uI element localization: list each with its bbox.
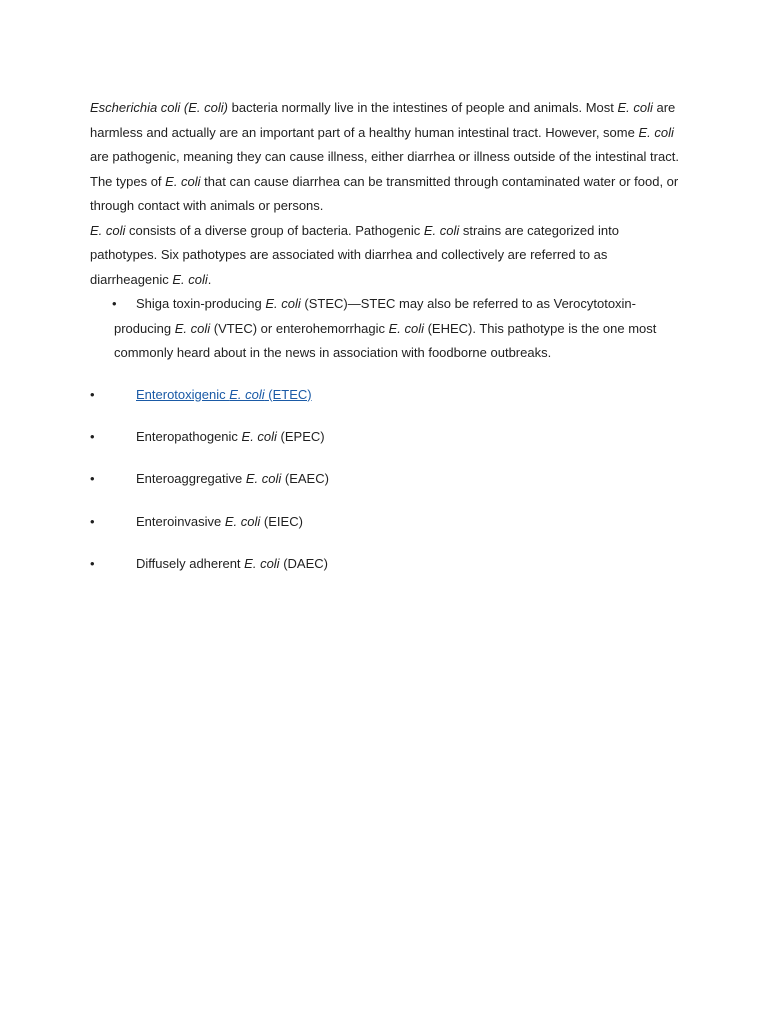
scientific-name: E. coli [90, 222, 126, 238]
text-run: (EPEC) [276, 428, 325, 444]
bullet-icon: • [90, 386, 95, 402]
bullet-icon: • [90, 556, 95, 572]
text-run: (VTEC) or enterohemorrhagic [210, 320, 389, 336]
pathotype-list [90, 292, 688, 577]
document-body [90, 96, 688, 594]
intro-paragraph [90, 96, 688, 219]
text-run: are harmless and actually are an important part of a healthy human intestinal tract. However, some [90, 100, 676, 140]
text-run: (EIEC) [260, 513, 303, 529]
bullet-icon: • [90, 513, 95, 529]
scientific-name: E. coli [172, 271, 208, 287]
scientific-name: E. coli [638, 124, 674, 140]
text-run: bacteria normally live in the intestines of people and animals. Most [228, 100, 618, 115]
text-run: Diffusely adherent [136, 556, 245, 572]
bullet-icon: • [112, 296, 117, 311]
text-run: (STEC)—STEC may also be referred to as Verocytotoxin-producing [114, 296, 636, 336]
text-run: are pathogenic, meaning they can cause illness, either diarrhea or illness outside of the intestinal tract. The types of [90, 149, 679, 189]
link-text: Enterotoxigenic [136, 386, 230, 402]
list-item-stec [90, 292, 688, 366]
scientific-name: E. coli [245, 471, 282, 487]
text-run: (EHEC). This pathotype is the one most commonly heard about in the news in association with foodborne outbreaks. [114, 320, 657, 360]
scientific-name: E. coli [165, 173, 201, 189]
scientific-name: E. coli [265, 296, 301, 311]
scientific-name: E. coli [241, 428, 277, 444]
text-run: strains are categorized into pathotypes. Six pathotypes are associated with diarrhea and collectively are referred to as diarrheagenic [90, 222, 619, 287]
scientific-name: E. coli [174, 320, 211, 336]
text-run: (EAEC) [281, 471, 329, 487]
link-text: (ETEC) [264, 386, 312, 402]
scientific-name: E. coli [224, 513, 261, 529]
scientific-name: E. coli [229, 386, 265, 402]
text-run: consists of a diverse group of bacteria. Pathogenic [125, 222, 424, 238]
list-item-eiec [90, 510, 688, 535]
text-run: Shiga toxin-producing [136, 296, 266, 311]
scientific-name: E. coli [617, 100, 653, 115]
text-run: Enteroaggregative [136, 471, 246, 487]
list-item-epec [90, 425, 688, 450]
text-run: (DAEC) [279, 556, 328, 572]
scientific-name: Escherichia coli (E. coli) [90, 100, 228, 115]
text-run: Enteroinvasive [136, 513, 225, 529]
bullet-icon: • [90, 428, 95, 444]
pathotypes-paragraph [90, 219, 688, 293]
list-item-etec [90, 383, 688, 408]
list-item-eaec [90, 467, 688, 492]
text-run: . [207, 271, 212, 287]
etec-link[interactable] [136, 387, 312, 402]
scientific-name: E. coli [244, 556, 280, 572]
bullet-icon: • [90, 471, 95, 487]
list-item-daec [90, 552, 688, 577]
text-run: Enteropathogenic [136, 428, 242, 444]
scientific-name: E. coli [388, 320, 424, 336]
text-run: that can cause diarrhea can be transmitted through contaminated water or food, or through contact with animals or persons. [90, 173, 679, 213]
scientific-name: E. coli [423, 222, 460, 238]
